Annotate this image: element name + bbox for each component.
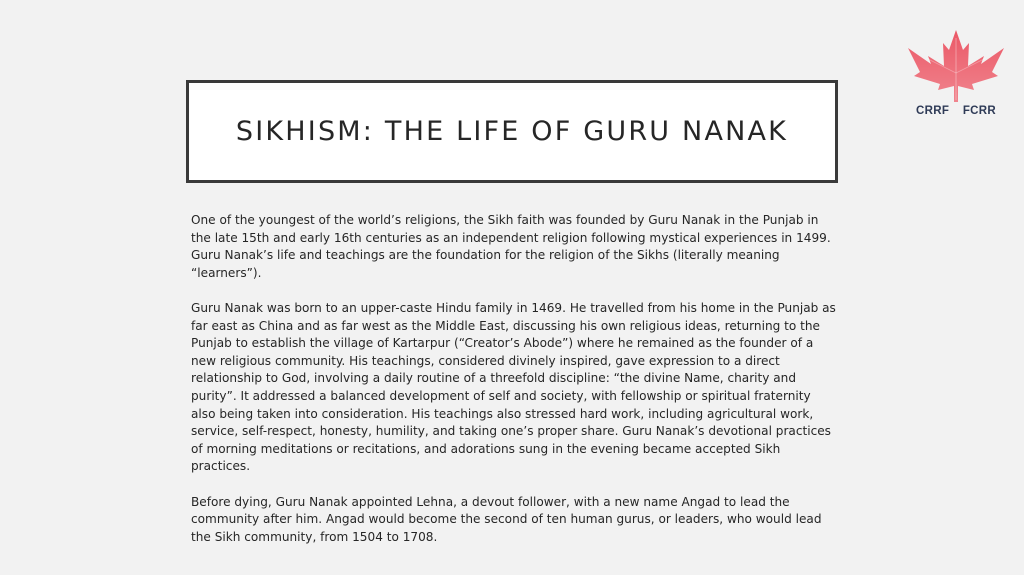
slide-title: SIKHISM: THE LIFE OF GURU NANAK xyxy=(235,116,789,147)
maple-leaf-icon xyxy=(906,28,1006,106)
logo-left-text: CRRF xyxy=(916,105,950,117)
logo-right-text: FCRR xyxy=(962,105,996,117)
paragraph-3: Before dying, Guru Nanak appointed Lehna, a devout follower, with a new name Angad to lead the community after him. Angad would become the second of ten human gurus, or leaders, who would lead the Sikh community, from 1504 to 1708. xyxy=(191,494,822,544)
crrf-logo xyxy=(906,28,1006,123)
paragraph-2: Guru Nanak was born to an upper-caste Hindu family in 1469. He travelled from his home in the Punjab as far east as China and as far west as the Middle East, discussing his own religious ideas, returning to the Punjab to establish the village of Kartarpur (“Creator’s Abode”) where he remained as the founder of a new religious community. His teachings, considered divinely inspired, gave expression to a direct relationship to God, involving a daily routine of a threefold discipline: “the divine Name, charity and purity”. It addressed a balanced development of self and society, with fellowship or spiritual fraternity also being taken into consideration. His teachings also stressed hard work, including agricultural work, service, self-respect, honesty, humility, and taking one’s proper share. Guru Nanak’s devotional practices of morning meditations or recitations, and adorations sung in the evening became accepted Sikh practices. xyxy=(191,300,836,474)
body-text xyxy=(191,212,836,546)
logo-text xyxy=(906,105,1006,117)
paragraph-1: One of the youngest of the world’s religions, the Sikh faith was founded by Guru Nanak in the Punjab in the late 15th and early 16th centuries as an independent religion following mystical experiences in 1499. Guru Nanak’s life and teachings are the foundation for the religion of the Sikhs (literally meaning “learners”). xyxy=(191,213,831,280)
title-box xyxy=(186,80,838,183)
